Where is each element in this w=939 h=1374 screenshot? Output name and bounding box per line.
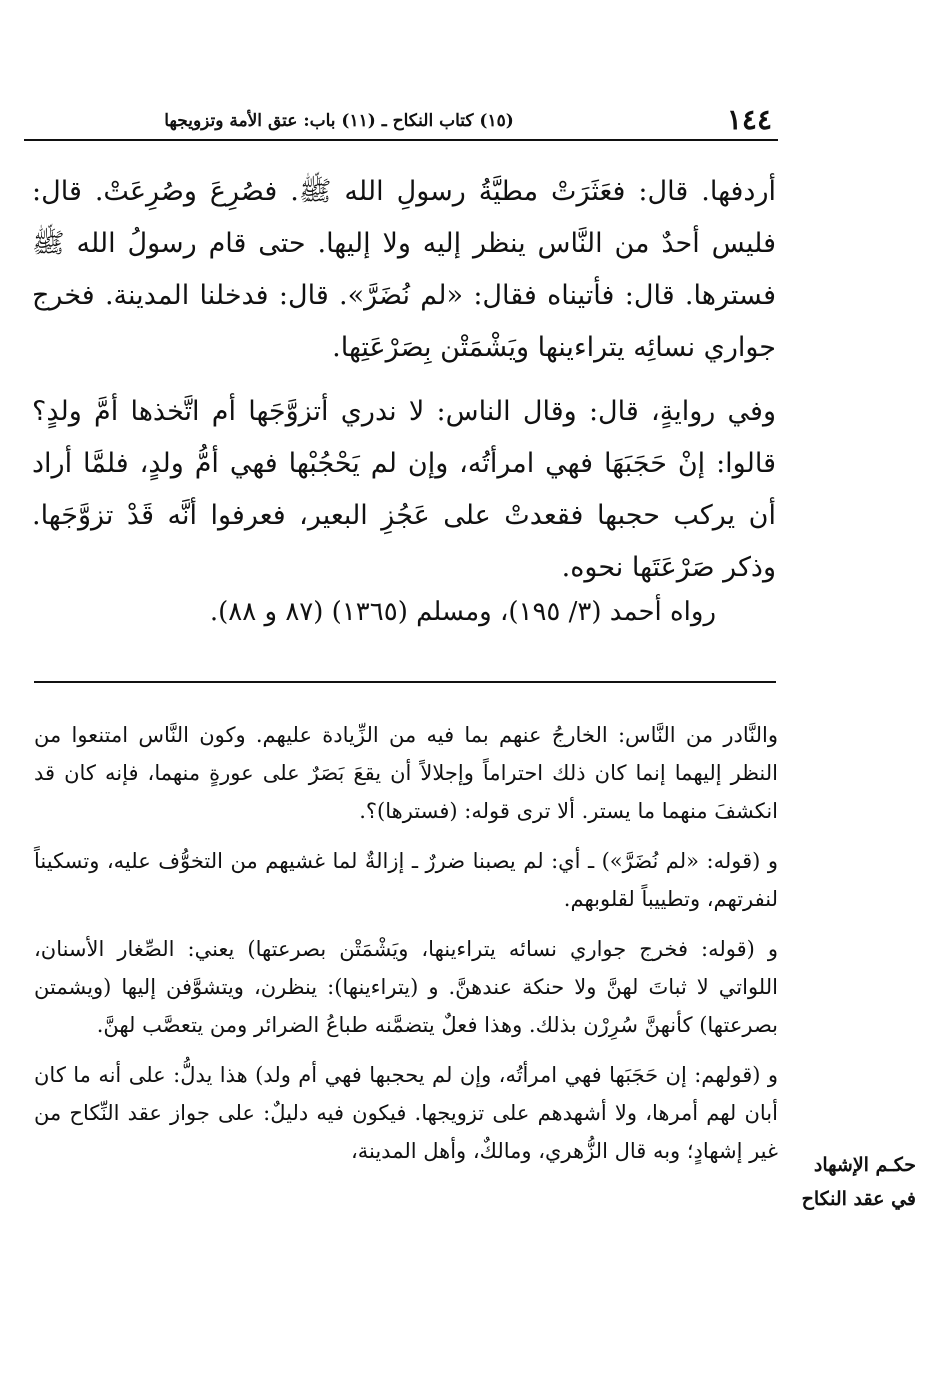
section-divider [34,681,776,683]
header-divider [24,139,778,141]
page-number: ١٤٤ [726,103,772,136]
margin-heading [788,1148,916,1216]
hadith-text [32,166,776,606]
hadith-source: رواه أحمد (٣/ ١٩٥)، ومسلم (١٣٦٥) (٨٧ و ٨٨). [209,597,716,627]
margin-heading-line: في عقد النكاح [801,1188,916,1210]
running-head: (١٥) كتاب النكاح ـ (١١) باب: عتق الأمة وتزويجها [164,111,514,131]
margin-heading-line: حكـم الإشهاد [813,1154,916,1176]
page-header [24,102,776,138]
commentary-paragraph: و (قوله: «لم نُضَرَّ») ـ أي: لم يصبنا ضررٌ ـ إزالةٌ لما غشيهم من التخوُّف عليه، وتسكيناً لنفرتهم، وتطييباً لقلوبهم. [34,849,778,911]
commentary-paragraph: و (قولهم: إن حَجَبَها فهي امرأتُه، وإن لم يحجبها فهي أم ولد) هذا يدلُّ: على أنه ما كان أبان لهم أمرها، ولا أشهدهم على تزويجها. فيكون فيه دليلٌ: على جواز عقد النِّكاح من غير إشهادٍ؛ وبه قال الزُّهري، ومالكٌ، وأهل المدينة، [34,1063,778,1163]
hadith-paragraph: أردفها. قال: فعَثَرَتْ مطيَّةُ رسولِ الله ﷺ. فصُرِعَ وصُرِعَتْ. قال: فليس أحدٌ من النَّاس ينظر إليه ولا إليها. حتى قام رسولُ الله ﷺ فسترها. قال: فأتيناه فقال: «لم نُضَرَّ». قال: فدخلنا المدينة. فخرج جواري نسائِه يتراءينها ويَشْمَتْن بِصَرْعَتِها. [32,176,776,363]
commentary-paragraph: و (قوله: فخرج جواري نسائه يتراءينها، ويَشْمَتْن بصرعتها) يعني: الصِّغار الأسنان، اللواتي لا ثباتَ لهنَّ ولا حنكة عندهنَّ. و (يتراءينها): ينظرن، ويتشوَّفن إليها (ويشمتن بصرعتها) كأنهنَّ سُرِرْن بذلك. وهذا فعلٌ يتضمَّنه طباعُ الضرائر ومن يتعصَّب لهنَّ. [34,937,778,1037]
commentary-paragraph: والنَّادر من النَّاس: الخارجُ عنهم بما فيه من الزِّيادة عليهم. وكون النَّاس امتنعوا من النظر إليهما إنما كان ذلك احتراماً وإجلالاً أن يقعَ بَصَرٌ على عورةٍ منهما، فإنه كان قد انكشفَ منهما ما يستر. ألا ترى قوله: (فسترها)؟. [34,723,778,823]
commentary-text [34,716,778,1182]
hadith-paragraph: وفي روايةٍ، قال: وقال الناس: لا ندري أتزوَّجَها أم اتَّخذها أمَّ ولدٍ؟ قالوا: إنْ حَجَبَهَا فهي امرأتُه، وإن لم يَحْجُبْها فهي أمُّ ولدٍ، فلمَّا أراد أن يركب حجبها فقعدتْ على عَجُزِ البعير، فعرفوا أنَّه قَدْ تزوَّجَها. وذكر صَرْعَتَها نحوه. [32,396,776,583]
